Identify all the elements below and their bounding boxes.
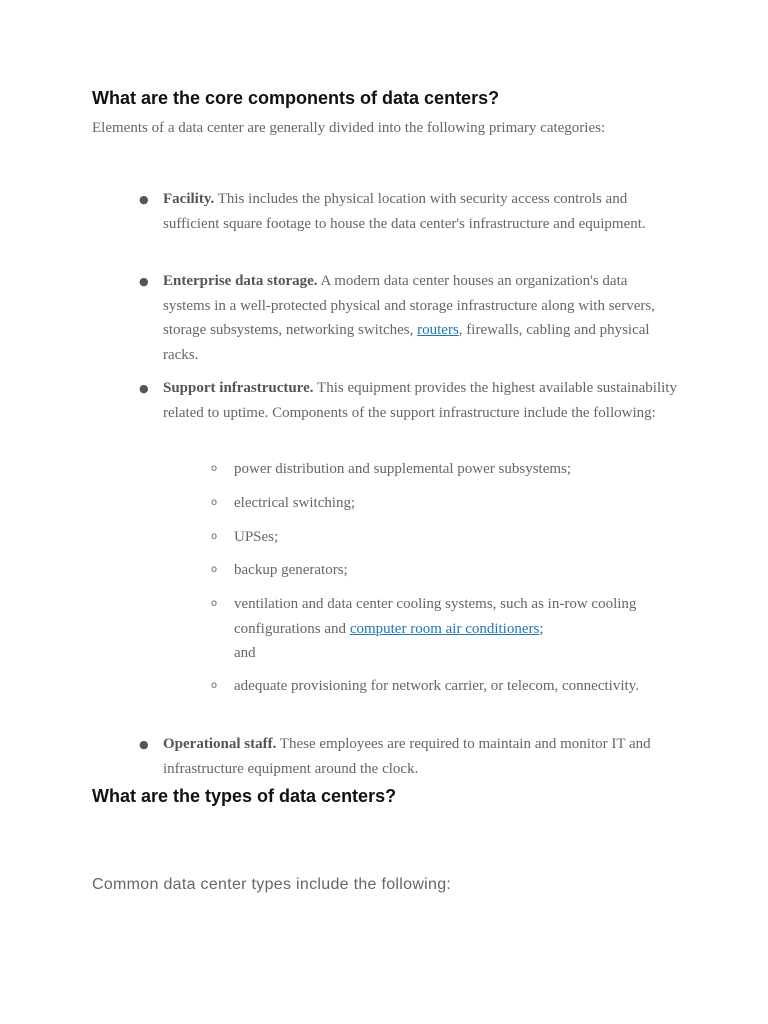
list-item-title: Enterprise data storage.: [163, 273, 318, 289]
sub-bullet-icon: o: [211, 598, 218, 609]
bullet-icon: ●: [139, 193, 149, 206]
list-item-operational-staff: [163, 732, 677, 781]
sub-list-item: adequate provisioning for network carrier, or telecom, connectivity.: [234, 678, 639, 694]
sub-bullet-icon: o: [211, 564, 218, 575]
sub-bullet-icon: o: [211, 531, 218, 542]
list-item-support-infrastructure: [163, 376, 677, 425]
section-heading-core-components: What are the core components of data centers?: [92, 88, 500, 108]
bullet-icon: ●: [139, 275, 149, 288]
computer-room-air-conditioners-link[interactable]: computer room air conditioners: [349, 620, 540, 637]
sub-list-item-text-end: and: [234, 645, 256, 661]
bullet-icon: ●: [139, 738, 149, 751]
list-item-title: Facility.: [163, 191, 215, 207]
routers-link[interactable]: routers: [417, 322, 459, 338]
list-item-title: Support infrastructure.: [163, 380, 314, 396]
sub-bullet-icon: o: [211, 680, 218, 691]
sub-list-item: power distribution and supplemental power subsystems;: [234, 461, 572, 477]
sub-list-item: backup generators;: [234, 562, 348, 578]
list-item-text-continued: , firewalls, cabling and physical racks.: [163, 322, 650, 363]
list-item-text: A modern data center houses an organization's data systems in a well-protected physical and storage infrastructure along with servers, storage subsystems, networking switches,: [163, 273, 655, 338]
section-intro-types: Common data center types include the following:: [92, 876, 452, 893]
section-heading-types: What are the types of data centers?: [92, 786, 397, 806]
list-item-text: This equipment provides the highest available sustainability related to uptime. Components of the support infrastructure include the following:: [163, 380, 677, 421]
list-item-text: This includes the physical location with security access controls and sufficient square footage to house the data center's infrastructure and equipment.: [163, 191, 646, 232]
sub-list-item: electrical switching;: [234, 495, 356, 511]
sub-list-item-text: ventilation and data center cooling systems, such as in-row cooling configurations and: [234, 596, 637, 637]
sub-list-item: UPSes;: [234, 529, 279, 545]
sub-list-item-text-semicolon: ;: [539, 620, 544, 637]
sub-list-item-cooling: [234, 592, 674, 666]
list-item-enterprise-storage: [163, 269, 677, 367]
list-item-facility: [163, 187, 677, 236]
bullet-icon: ●: [139, 382, 149, 395]
list-item-text: These employees are required to maintain and monitor IT and infrastructure equipment around the clock.: [163, 736, 651, 777]
sub-bullet-icon: o: [211, 463, 218, 474]
list-item-title: Operational staff.: [163, 736, 277, 752]
section-intro-paragraph: Elements of a data center are generally divided into the following primary categories:: [92, 120, 606, 136]
sub-bullet-icon: o: [211, 497, 218, 508]
